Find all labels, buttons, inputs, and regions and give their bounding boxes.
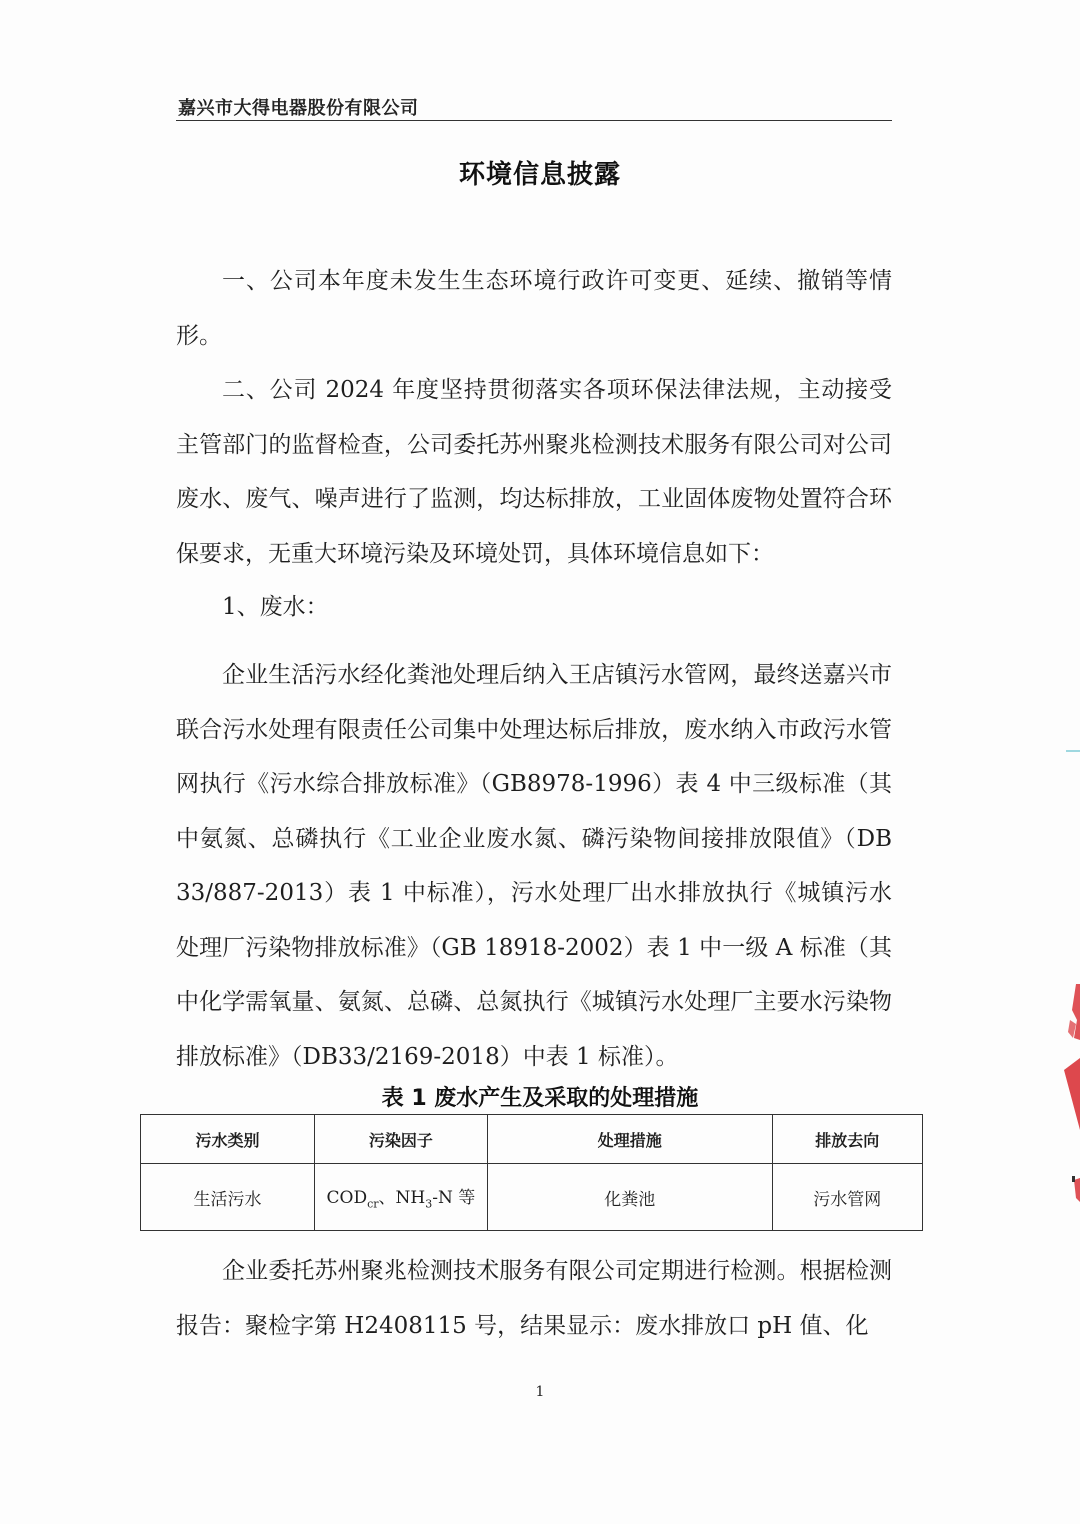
factor-nh: 、NH [378, 1188, 426, 1209]
table-row [141, 1164, 923, 1231]
factor-rest: -N 等 [432, 1188, 476, 1209]
document-title: 环境信息披露 [458, 160, 621, 190]
table-header-row [141, 1115, 923, 1164]
paragraph-testing-report: 企业委托苏州聚兆检测技术服务有限公司定期进行检测。根据检测报告：聚检字第 H2408115 号，结果显示：废水排放口 pH 值、化 [176, 1258, 892, 1339]
paragraph-block-1 [176, 254, 892, 363]
cell-pollutant-factor [314, 1164, 487, 1231]
cell-treatment-measure: 化粪池 [487, 1164, 772, 1231]
paragraph-permit: 一、公司本年度未发生生态环境行政许可变更、延续、撤销等情形。 [176, 268, 892, 349]
paragraph-block-2 [176, 363, 892, 581]
paragraph-block-5 [176, 1244, 892, 1353]
cell-wastewater-type: 生活污水 [141, 1164, 315, 1231]
table-caption: 表 1 废水产生及采取的处理措施 [381, 1086, 699, 1111]
table-header-cell: 污染因子 [314, 1115, 487, 1164]
page-number: 1 [535, 1384, 545, 1400]
factor-cod: COD [326, 1188, 368, 1209]
seal-stamp-edge [1054, 980, 1080, 1210]
table-header-cell: 处理措施 [487, 1115, 772, 1164]
paragraph-block-3 [176, 580, 892, 635]
paragraph-compliance: 二、公司 2024 年度坚持贯彻落实各项环保法律法规，主动接受主管部门的监督检查，公司委托苏州聚兆检测技术服务有限公司对公司废水、废气、噪声进行了监测，均达标排放，工业固体废物处置符合环保要求，无重大环境污染及环境处罚，具体环境信息如下： [176, 377, 892, 567]
section-heading-wastewater: 1、废水： [222, 594, 329, 620]
cell-discharge-destination: 污水管网 [772, 1164, 922, 1231]
scan-edge-mark [1066, 750, 1080, 752]
header-company-name: 嘉兴市大得电器股份有限公司 [178, 98, 419, 119]
factor-cod-subscript: cr [367, 1197, 379, 1211]
header-rule [176, 120, 892, 121]
paragraph-wastewater-standards: 企业生活污水经化粪池处理后纳入王店镇污水管网，最终送嘉兴市联合污水处理有限责任公司集中处理达标后排放，废水纳入市政污水管网执行《污水综合排放标准》（GB8978-1996）表 4 中三级标准（其中氨氮、总磷执行《工业企业废水氮、磷污染物间接排放限值》（DB 33/887-2013）表 1 中标准），污水处理厂出水排放执行《城镇污水处理厂污染物排放标准》（GB 18918-2002）表 1 中一级 A 标准（其中化学需氧量、氨氮、总磷、总氮执行《城镇污水处理厂主要水污染物排放标准》（DB33/2169-2018）中表 1 标准）。 [176, 662, 892, 1070]
wastewater-table [140, 1114, 923, 1231]
factor-nh-subscript: 3 [425, 1197, 433, 1211]
table-header-cell: 污水类别 [141, 1115, 315, 1164]
table-header-cell: 排放去向 [772, 1115, 922, 1164]
paragraph-block-4 [176, 648, 892, 1084]
